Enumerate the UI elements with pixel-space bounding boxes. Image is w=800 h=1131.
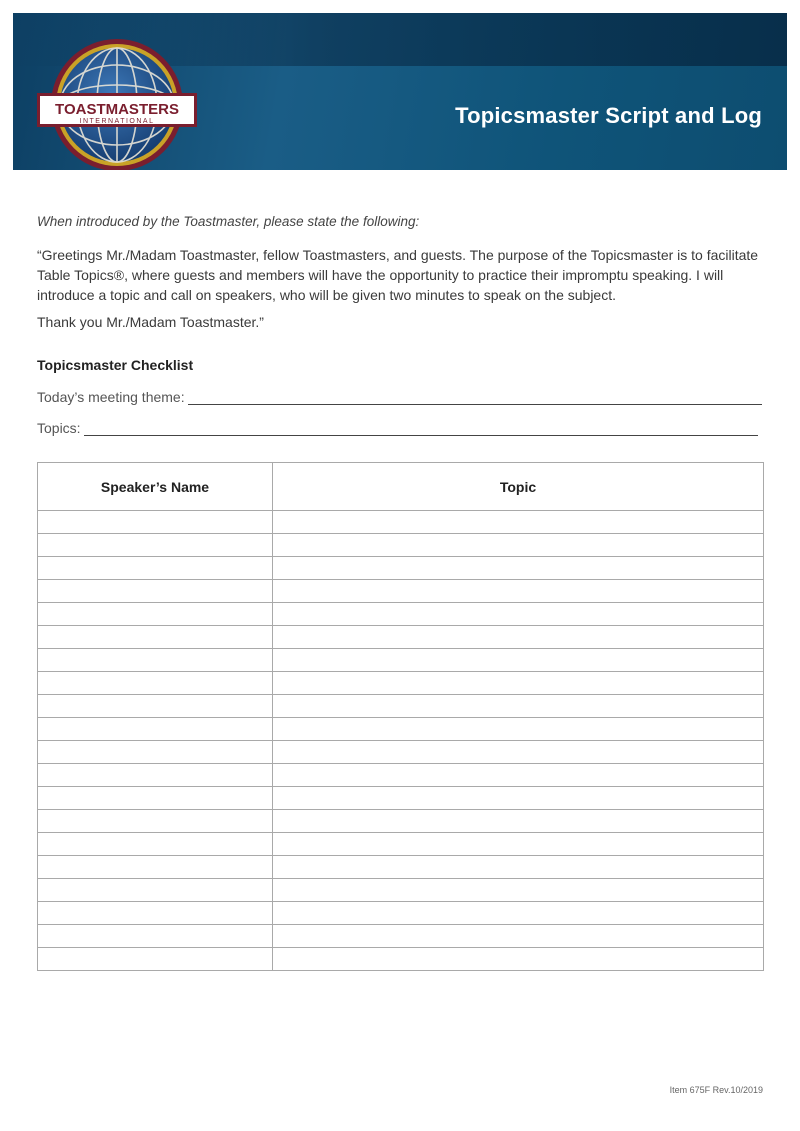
intro-instruction: When introduced by the Toastmaster, please state the following: [37, 214, 420, 229]
speaker-name-cell[interactable] [38, 603, 273, 626]
topic-cell[interactable] [273, 672, 764, 695]
speaker-name-cell[interactable] [38, 856, 273, 879]
table-row [38, 649, 764, 672]
topic-cell[interactable] [273, 626, 764, 649]
table-header-row [38, 463, 764, 511]
topics-label: Topics: [37, 420, 81, 436]
table-row [38, 511, 764, 534]
script-text: “Greetings Mr./Madam Toastmaster, fellow Toastmasters, and guests. The purpose of the Topicsmaster is to facilitate Table Topics®, where guests and members will have the opportunity to practice their impromptu speaking. I will introduce a topic and call on speakers, who will be given two minutes to speak on the subject. [37, 247, 759, 303]
speaker-name-header: Speaker’s Name [38, 463, 273, 511]
topics-field[interactable] [37, 420, 758, 436]
header-banner [13, 13, 787, 170]
speaker-log-table [37, 462, 764, 971]
speaker-name-cell[interactable] [38, 764, 273, 787]
topics-blank[interactable] [84, 421, 758, 436]
page-title: Topicsmaster Script and Log [455, 103, 762, 128]
table-row [38, 879, 764, 902]
footer-item-code: Item 675F Rev.10/2019 [669, 1085, 763, 1095]
topic-header: Topic [273, 463, 764, 511]
speaker-name-cell[interactable] [38, 695, 273, 718]
table-row [38, 626, 764, 649]
table-row [38, 695, 764, 718]
speaker-name-cell[interactable] [38, 833, 273, 856]
table-row [38, 856, 764, 879]
topic-cell[interactable] [273, 902, 764, 925]
topic-cell[interactable] [273, 879, 764, 902]
table-row [38, 534, 764, 557]
topic-cell[interactable] [273, 833, 764, 856]
topic-cell[interactable] [273, 534, 764, 557]
topic-cell[interactable] [273, 603, 764, 626]
meeting-theme-label: Today’s meeting theme: [37, 389, 185, 405]
table-row [38, 741, 764, 764]
speaker-name-cell[interactable] [38, 879, 273, 902]
topic-cell[interactable] [273, 925, 764, 948]
speaker-name-cell[interactable] [38, 741, 273, 764]
speaker-name-cell[interactable] [38, 948, 273, 971]
table-row [38, 672, 764, 695]
table-row [38, 833, 764, 856]
logo-sub: INTERNATIONAL [79, 118, 155, 125]
table-row [38, 925, 764, 948]
speaker-name-cell[interactable] [38, 810, 273, 833]
logo-name: TOASTMASTERS [55, 101, 179, 118]
topic-cell[interactable] [273, 511, 764, 534]
speaker-name-cell[interactable] [38, 672, 273, 695]
table-row [38, 718, 764, 741]
topic-cell[interactable] [273, 580, 764, 603]
table-row [38, 557, 764, 580]
table-row [38, 948, 764, 971]
topic-cell[interactable] [273, 856, 764, 879]
table-row [38, 603, 764, 626]
topic-cell[interactable] [273, 764, 764, 787]
speaker-name-cell[interactable] [38, 902, 273, 925]
table-body [38, 511, 764, 971]
table-row [38, 787, 764, 810]
topic-cell[interactable] [273, 718, 764, 741]
topic-cell[interactable] [273, 787, 764, 810]
speaker-name-cell[interactable] [38, 557, 273, 580]
topic-cell[interactable] [273, 557, 764, 580]
meeting-theme-blank[interactable] [188, 390, 762, 405]
topic-cell[interactable] [273, 948, 764, 971]
topic-cell[interactable] [273, 695, 764, 718]
meeting-theme-field[interactable] [37, 389, 762, 405]
speaker-name-cell[interactable] [38, 626, 273, 649]
speaker-name-cell[interactable] [38, 534, 273, 557]
table-row [38, 764, 764, 787]
topic-cell[interactable] [273, 810, 764, 833]
table-row [38, 810, 764, 833]
checklist-heading: Topicsmaster Checklist [37, 357, 194, 373]
speaker-name-cell[interactable] [38, 718, 273, 741]
speaker-name-cell[interactable] [38, 787, 273, 810]
table-row [38, 580, 764, 603]
speaker-name-cell[interactable] [38, 511, 273, 534]
toastmasters-logo-icon [35, 35, 199, 170]
speaker-name-cell[interactable] [38, 580, 273, 603]
topic-cell[interactable] [273, 649, 764, 672]
topic-cell[interactable] [273, 741, 764, 764]
table-row [38, 902, 764, 925]
speaker-name-cell[interactable] [38, 649, 273, 672]
speaker-name-cell[interactable] [38, 925, 273, 948]
thanks-text: Thank you Mr./Madam Toastmaster.” [37, 314, 264, 330]
